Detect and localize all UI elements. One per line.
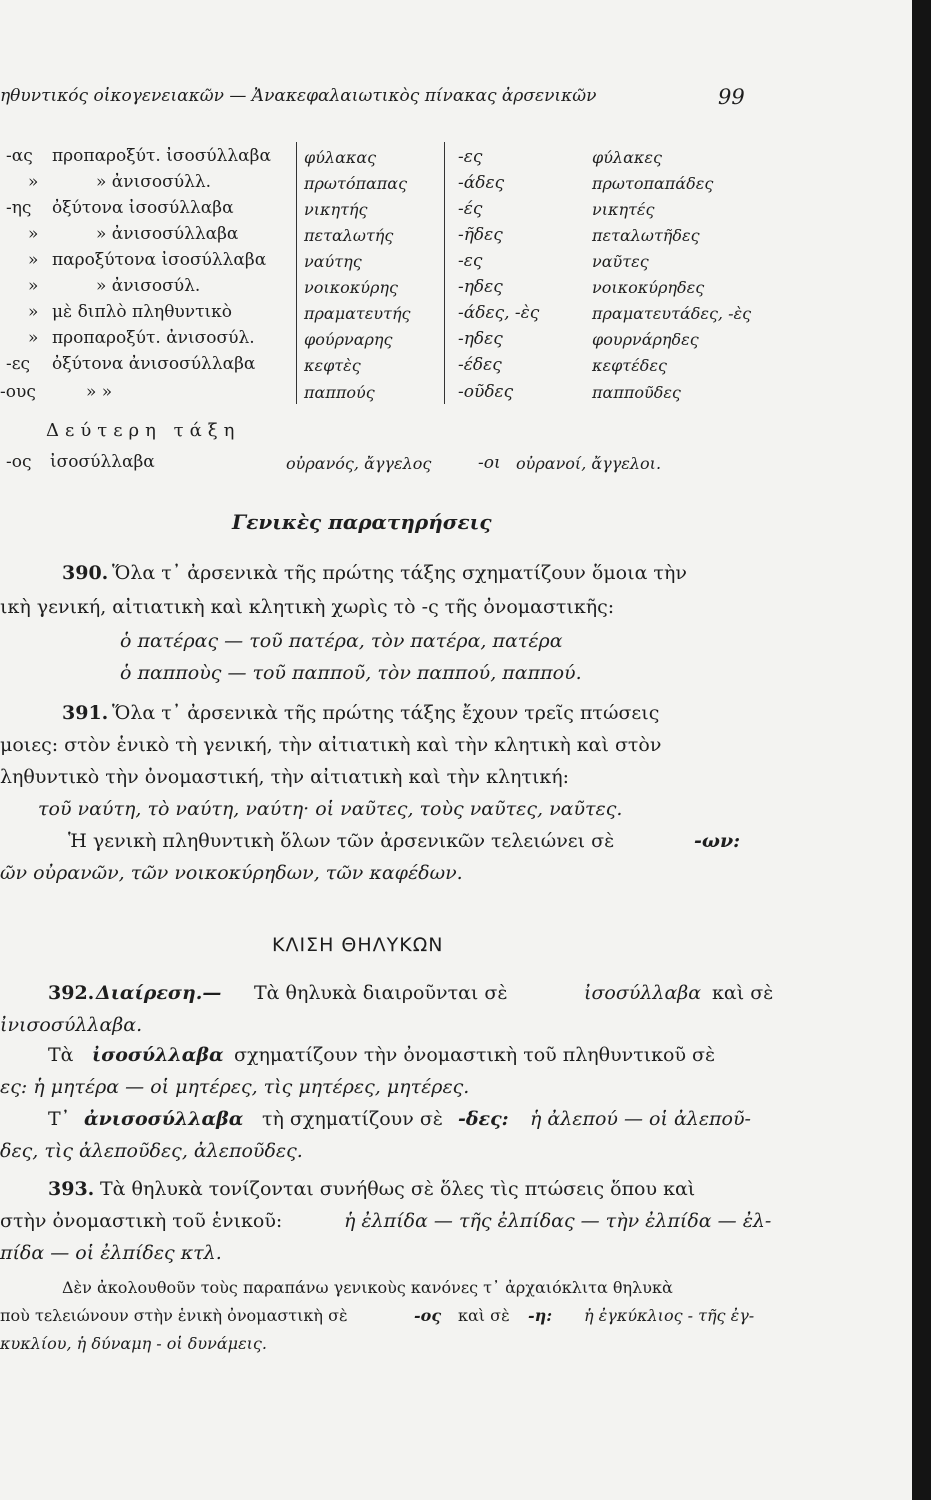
row-desc: ὀξύτονα ἰσοσύλλαβα [52, 198, 234, 218]
p392-line: καὶ σὲ [712, 982, 774, 1004]
row-plural-ending: -οι [478, 453, 501, 473]
row-singular: πεταλωτής [304, 226, 394, 245]
p392-line: Τ᾿ [48, 1108, 71, 1130]
row-ending: » [28, 276, 39, 296]
row-plural-ending: -ῆδες [458, 225, 503, 245]
row-singular: παππούς [304, 383, 375, 402]
second-class-label: Δεύτερη τάξη [46, 420, 241, 441]
page-edge-shadow [912, 0, 931, 1500]
row-desc: » ἀνισοσύλλ. [96, 172, 212, 192]
row-singular: πρωτόπαπας [304, 174, 408, 193]
p390-example: ὁ παπποὺς — τοῦ παπποῦ, τὸν παππού, παππού. [120, 662, 582, 684]
row-plural-ending: -ηδες [458, 277, 503, 297]
row-plural-ending: -ες [458, 147, 483, 167]
row-desc: » » [86, 382, 113, 402]
p391-ending: -ων: [694, 830, 741, 852]
row-desc: μὲ διπλὸ πληθυντικὸ [52, 302, 233, 322]
row-plural-ending: -άδες [458, 173, 505, 193]
row-ending: » [28, 224, 39, 244]
row-desc: προπαροξύτ. ἰσοσύλλαβα [52, 146, 271, 166]
row-desc: παροξύτονα ἰσοσύλλαβα [52, 250, 267, 270]
p393-example: ἡ ἐλπίδα — τῆς ἐλπίδας — τὴν ἐλπίδα — ἐλ- [344, 1210, 772, 1232]
row-singular: νοικοκύρης [304, 278, 398, 297]
p391-line: Ἡ γενικὴ πληθυντικὴ ὅλων τῶν ἀρσενικῶν τελειώνει σὲ [68, 830, 615, 852]
row-singular: φύλακας [304, 148, 377, 167]
row-plural: ναῦτες [592, 252, 649, 271]
section-heading: Γενικὲς παρατηρήσεις [232, 510, 492, 534]
row-plural: οὐρανοί, ἄγγελοι. [516, 454, 662, 473]
p392-term: ἀνισοσύλλαβα [84, 1108, 244, 1130]
row-singular: νικητής [304, 200, 368, 219]
term-diairesi: Διαίρεση.— [96, 982, 222, 1004]
row-desc: ἰσοσύλλαβα [50, 452, 155, 472]
paragraph-number: 391. [62, 702, 109, 724]
p392-line: ἰνισοσύλλαβα. [0, 1014, 143, 1036]
table-rule-2 [444, 142, 445, 404]
row-plural-ending: -ές [458, 199, 483, 219]
row-desc: » ἀνισοσύλλαβα [96, 224, 239, 244]
row-singular: κεφτὲς [304, 356, 361, 375]
row-plural: φύλακες [592, 148, 662, 167]
row-plural: φουρνάρηδες [592, 330, 699, 349]
chapter-heading: ΚΛΙΣΗ ΘΗΛΥΚΩΝ [272, 934, 444, 956]
p392-example: ες: ἡ μητέρα — οἱ μητέρες, τὶς μητέρες, μητέρες. [0, 1076, 470, 1098]
p393-line: στὴν ὀνομαστικὴ τοῦ ἑνικοῦ: [0, 1210, 283, 1232]
row-plural: πεταλωτῆδες [592, 226, 700, 245]
row-plural: πρωτοπαπάδες [592, 174, 714, 193]
p392-example: δες, τὶς ἀλεποῦδες, ἀλεποῦδες. [0, 1140, 303, 1162]
p392-line: Τὰ θηλυκὰ διαιροῦνται σὲ [254, 982, 508, 1004]
row-ending: » [28, 302, 39, 322]
page-number: 99 [718, 85, 745, 109]
row-plural: πραματευτάδες, -ὲς [592, 304, 752, 323]
p390-line: Ὅλα τ᾿ ἀρσενικὰ τῆς πρώτης τάξης σχηματίζουν ὅμοια τὴν [112, 562, 687, 584]
row-plural-ending: -οῦδες [458, 382, 514, 402]
row-ending: » [28, 172, 39, 192]
p393-note: ποὺ τελειώνουν στὴν ἑνικὴ ὀνομαστικὴ σὲ [0, 1306, 348, 1325]
row-plural: κεφτέδες [592, 356, 667, 375]
p392-example: ἡ ἀλεπού — οἱ ἀλεποῦ- [530, 1108, 751, 1130]
row-plural-ending: -ες [458, 251, 483, 271]
paragraph-number: 392. [48, 982, 95, 1004]
p391-line: ληθυντικὸ τὴν ὀνομαστική, τὴν αἰτιατικὴ καὶ τὴν κλητική: [0, 766, 570, 788]
row-plural-ending: -άδες, -ὲς [458, 303, 540, 323]
p392-line: Τὰ [48, 1044, 74, 1066]
row-plural: νικητές [592, 200, 655, 219]
p390-example: ὁ πατέρας — τοῦ πατέρα, τὸν πατέρα, πατέρα [120, 630, 563, 652]
row-ending: -ους [0, 382, 36, 402]
p391-line: μοιες: στὸν ἑνικὸ τὴ γενική, τὴν αἰτιατικὴ καὶ τὴν κλητικὴ καὶ στὸν [0, 734, 662, 756]
p391-example: ῶν οὐρανῶν, τῶν νοικοκύρηδων, τῶν καφέδων. [0, 862, 463, 884]
p392-term: ἰσοσύλλαβα [584, 982, 702, 1004]
p393-example: πίδα — οἱ ἐλπίδες κτλ. [0, 1242, 222, 1264]
table-rule-1 [296, 142, 297, 404]
p392-term: ἰσοσύλλαβα [92, 1044, 224, 1066]
p393-note: Δὲν ἀκολουθοῦν τοὺς παραπάνω γενικοὺς κανόνες τ᾿ ἀρχαιόκλιτα θηλυκὰ [62, 1278, 673, 1297]
p393-note-ending: -η: [528, 1306, 553, 1325]
row-plural: νοικοκύρηδες [592, 278, 705, 297]
running-title: ηθυντικός οἰκογενειακῶν — Ἀνακεφαλαιωτικὸς πίνακας ἀρσενικῶν [0, 86, 597, 106]
row-ending: -ες [6, 354, 31, 374]
p390-line: ικὴ γενική, αἰτιατικὴ καὶ κλητικὴ χωρὶς τὸ -ς τῆς ὀνομαστικῆς: [0, 596, 615, 618]
p391-example: τοῦ ναύτη, τὸ ναύτη, ναύτη· οἱ ναῦτες, τοὺς ναῦτες, ναῦτες. [38, 798, 623, 820]
row-singular: πραματευτής [304, 304, 411, 323]
row-plural: παπποῦδες [592, 383, 681, 402]
p393-note-example: ἡ ἐγκύκλιος - τῆς ἐγ- [584, 1306, 755, 1325]
row-singular: οὐρανός, ἄγγελος [286, 454, 432, 473]
row-ending: -ης [6, 198, 32, 218]
p393-note-example: κυκλίου, ἡ δύναμη - οἱ δυνάμεις. [0, 1334, 267, 1353]
paragraph-number: 390. [62, 562, 109, 584]
paragraph-number: 393. [48, 1178, 95, 1200]
row-ending: -ας [6, 146, 33, 166]
row-plural-ending: -ηδες [458, 329, 503, 349]
row-ending: » [28, 328, 39, 348]
p391-line: Ὅλα τ᾿ ἀρσενικὰ τῆς πρώτης τάξης ἔχουν τρεῖς πτώσεις [112, 702, 660, 724]
p393-note-ending: -ος [414, 1306, 442, 1325]
row-desc: προπαροξύτ. ἀνισοσύλ. [52, 328, 255, 348]
row-plural-ending: -έδες [458, 355, 502, 375]
p392-line: σχηματίζουν τὴν ὀνομαστικὴ τοῦ πληθυντικοῦ σὲ [234, 1044, 716, 1066]
row-desc: ὀξύτονα ἀνισοσύλλαβα [52, 354, 256, 374]
row-singular: φούρναρης [304, 330, 393, 349]
p393-line: Τὰ θηλυκὰ τονίζονται συνήθως σὲ ὅλες τὶς πτώσεις ὅπου καὶ [100, 1178, 696, 1200]
row-ending: -ος [6, 452, 32, 472]
row-singular: ναύτης [304, 252, 362, 271]
row-ending: » [28, 250, 39, 270]
p392-line: τὴ σχηματίζουν σὲ [262, 1108, 443, 1130]
p392-ending: -δες: [458, 1108, 509, 1130]
p393-note: καὶ σὲ [458, 1306, 510, 1325]
row-desc: » ἀνισοσύλ. [96, 276, 201, 296]
